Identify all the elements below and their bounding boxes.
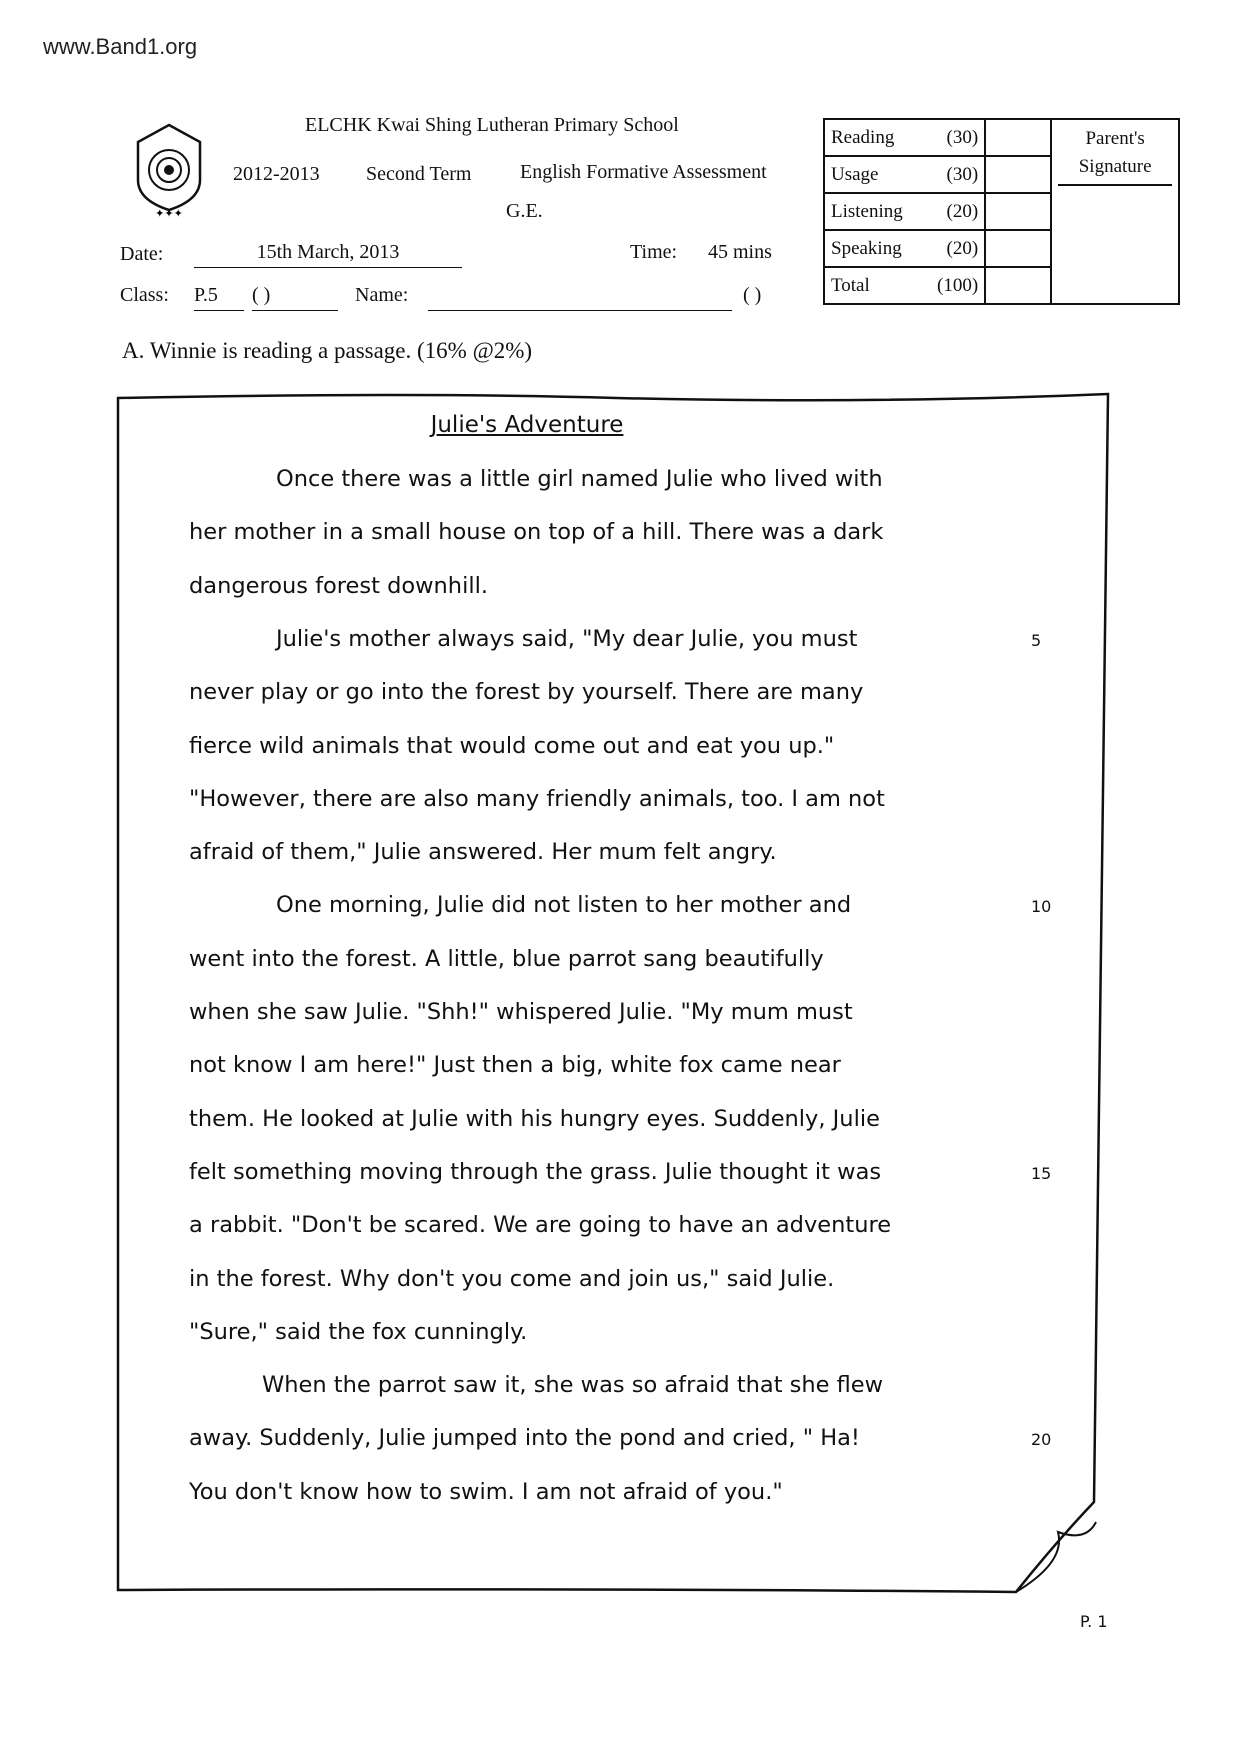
passage-line: fierce wild animals that would come out and eat you up." (189, 732, 835, 759)
passage-line: When the parrot saw it, she was so afraid that she flew (262, 1372, 884, 1399)
time-value: 45 mins (708, 241, 772, 263)
passage-line: "Sure," said the fox cunningly. (189, 1318, 528, 1345)
passage-line: Once there was a little girl named Julie who lived with (276, 466, 883, 492)
school-year: 2012-2013 (233, 163, 320, 185)
score-points: (20) (931, 230, 985, 267)
term: Second Term (366, 163, 472, 185)
passage-line: Julie's mother always said, "My dear Julie, you must (276, 625, 858, 652)
name-label: Name: (355, 284, 409, 306)
school-crest-icon (128, 122, 210, 218)
class-value: P.5 (194, 284, 244, 311)
line-number: 20 (1031, 1430, 1052, 1450)
score-label: Speaking (824, 230, 931, 267)
passage-line: felt something moving through the grass. Julie thought it was (189, 1158, 882, 1185)
passage-line: when she saw Julie. "Shh!" whispered Julie. "My mum must (189, 999, 853, 1025)
parent-signature-box[interactable] (1051, 119, 1179, 304)
site-watermark: www.Band1.org (43, 34, 198, 59)
passage-line: went into the forest. A little, blue parrot sang beautifully (189, 945, 824, 972)
passage-line: "However, there are also many friendly animals, too. I am not (189, 785, 885, 812)
class-number-field[interactable]: ( ) (252, 284, 338, 311)
score-points: (30) (931, 156, 985, 193)
passage-line: in the forest. Why don't you come and join us," said Julie. (189, 1265, 835, 1292)
student-number-field[interactable]: ( ) (743, 284, 762, 306)
passage-line: a rabbit. "Don't be scared. We are going to have an adventure (189, 1212, 892, 1239)
line-number: 10 (1031, 897, 1052, 917)
score-label: Total (824, 267, 931, 304)
line-number: 15 (1031, 1163, 1052, 1183)
score-field[interactable] (985, 230, 1051, 267)
passage-line: dangerous forest downhill. (189, 572, 488, 599)
passage-line: One morning, Julie did not listen to her mother and (276, 892, 852, 919)
date-value: 15th March, 2013 (194, 241, 462, 268)
score-label: Listening (824, 193, 931, 230)
passage-line: not know I am here!" Just then a big, white fox came near (189, 1052, 841, 1079)
passage-line: away. Suddenly, Julie jumped into the pond and cried, " Ha! (189, 1425, 860, 1452)
parent-label-2: Signature (1058, 150, 1172, 186)
svg-text:✦✦✦: ✦✦✦ (155, 207, 183, 218)
section-a-heading: A. Winnie is reading a passage. (16% @2%) (122, 338, 533, 363)
passage-title: Julie's Adventure (430, 412, 624, 438)
subject-code: G.E. (506, 200, 543, 222)
line-number: 5 (1031, 630, 1042, 650)
score-row-reading (824, 119, 1179, 156)
score-points: (20) (931, 193, 985, 230)
score-label: Reading (824, 119, 931, 156)
time-label: Time: (630, 241, 678, 263)
score-field[interactable] (985, 156, 1051, 193)
page-number: P. 1 (1080, 1612, 1108, 1631)
parent-label-1: Parent's (1085, 128, 1145, 149)
assessment-title: English Formative Assessment (520, 161, 767, 183)
score-points: (30) (931, 119, 985, 156)
score-field[interactable] (985, 119, 1051, 156)
date-label: Date: (120, 243, 164, 265)
score-table (823, 118, 1180, 305)
score-field[interactable] (985, 267, 1051, 304)
passage-line: You don't know how to swim. I am not afraid of you." (189, 1478, 783, 1505)
class-label: Class: (120, 284, 169, 306)
name-field[interactable] (428, 284, 732, 311)
score-label: Usage (824, 156, 931, 193)
passage-line: them. He looked at Julie with his hungry eyes. Suddenly, Julie (189, 1105, 880, 1132)
passage-line: never play or go into the forest by yourself. There are many (189, 679, 864, 706)
passage-line: afraid of them," Julie answered. Her mum felt angry. (189, 839, 777, 866)
score-points: (100) (931, 267, 985, 304)
school-name: ELCHK Kwai Shing Lutheran Primary School (305, 114, 679, 136)
score-field[interactable] (985, 193, 1051, 230)
passage-line: her mother in a small house on top of a hill. There was a dark (189, 519, 884, 546)
